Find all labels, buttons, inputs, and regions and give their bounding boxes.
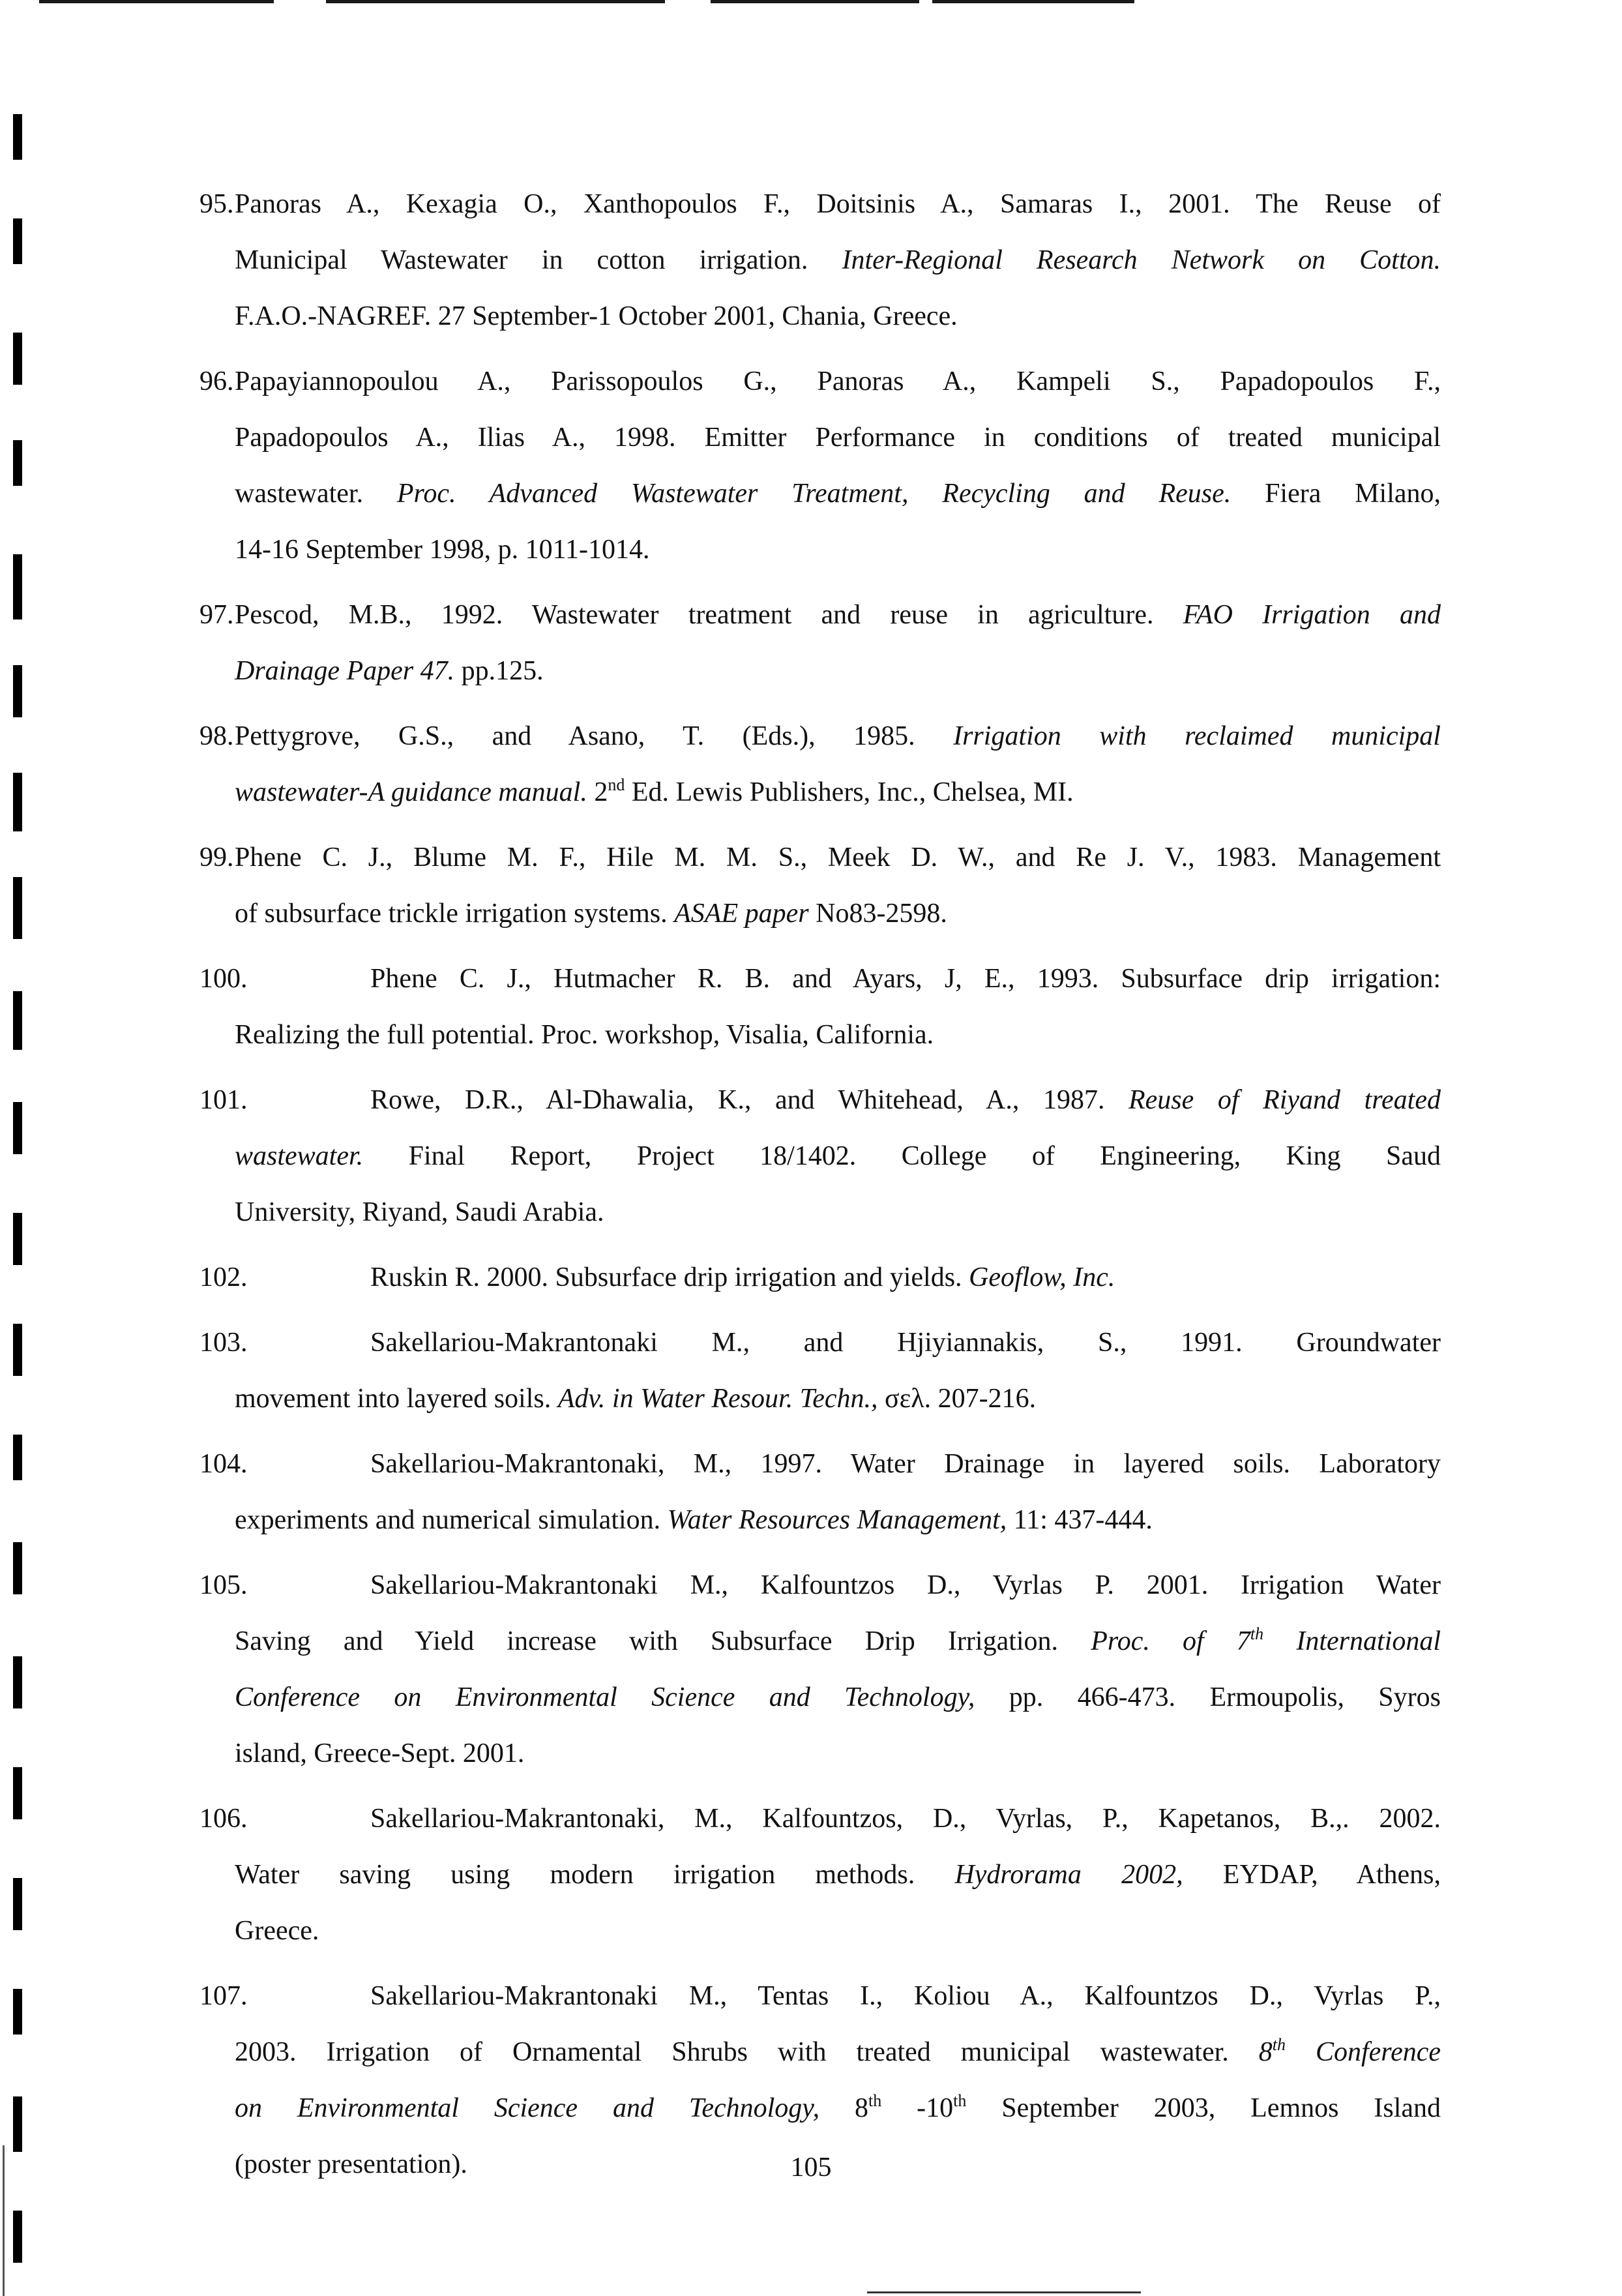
reference-text: Saving and Yield increase with Subsurface Drip Irrigation.	[235, 1626, 1091, 1656]
reference-number: 107.	[199, 1981, 248, 2011]
reference-text: wastewater.	[235, 479, 397, 509]
reference-text: Sakellariou-Makrantonaki, M., 1997. Water Drainage in layered soils. Laboratory	[370, 1449, 1441, 1479]
reference-line	[235, 1436, 1441, 1492]
reference-text: of subsurface trickle irrigation systems.	[235, 899, 675, 929]
reference-entry	[199, 829, 1441, 942]
reference-text: Sakellariou-Makrantonaki M., Tentas I., Koliou A., Kalfountzos D., Vyrlas P.,	[370, 1981, 1441, 2011]
reference-number: 99.	[199, 842, 234, 872]
entry-gap	[235, 820, 1441, 829]
reference-line	[235, 2080, 1441, 2136]
italic-text: th	[1272, 2035, 1286, 2054]
reference-text: 11: 437-444.	[1007, 1505, 1153, 1535]
reference-entry	[199, 1072, 1441, 1240]
reference-line	[235, 1128, 1441, 1184]
reference-line	[235, 886, 1441, 942]
reference-entry	[199, 176, 1441, 344]
reference-number: 103.	[199, 1328, 248, 1358]
reference-number: 102.	[199, 1262, 248, 1292]
reference-text: island, Greece-Sept. 2001.	[235, 1738, 525, 1768]
reference-line	[235, 353, 1441, 410]
reference-line	[235, 708, 1441, 764]
entry-gap	[235, 344, 1441, 353]
reference-line	[235, 643, 1441, 699]
italic-text: wastewater.	[235, 1141, 364, 1171]
reference-entry	[199, 951, 1441, 1063]
reference-line	[235, 1492, 1441, 1548]
italic-text: Water Resources Management,	[667, 1505, 1007, 1535]
reference-text: University, Riyand, Saudi Arabia.	[235, 1197, 604, 1227]
reference-text: Panoras A., Kexagia O., Xanthopoulos F., Doitsinis A., Samaras I., 2001. The Reuse of	[235, 189, 1441, 219]
italic-text: Conference	[1285, 2037, 1441, 2067]
reference-line	[235, 1903, 1441, 1959]
reference-entry	[199, 1791, 1441, 1959]
reference-text: Final Report, Project 18/1402. College of Engineering, King Saud	[363, 1141, 1441, 1171]
italic-text: International	[1263, 1626, 1441, 1656]
reference-line	[235, 2024, 1441, 2080]
italic-text: wastewater-A guidance manual.	[235, 777, 587, 807]
reference-line	[235, 466, 1441, 522]
scan-top-edge	[0, 0, 1622, 5]
reference-text: Rowe, D.R., Al-Dhawalia, K., and Whitehead, A., 1987.	[370, 1085, 1128, 1115]
reference-line	[235, 1315, 1441, 1371]
reference-text: September 2003, Lemnos Island	[966, 2093, 1441, 2123]
entry-gap	[235, 1782, 1441, 1791]
italic-text: Geoflow, Inc.	[969, 1262, 1115, 1292]
reference-text: Sakellariou-Makrantonaki M., Kalfountzos D., Vyrlas P. 2001. Irrigation Water	[370, 1570, 1441, 1600]
reference-line	[235, 232, 1441, 288]
reference-text: F.A.O.-NAGREF. 27 September-1 October 2001, Chania, Greece.	[235, 301, 958, 331]
reference-number: 101.	[199, 1085, 248, 1115]
entry-gap	[235, 1305, 1441, 1315]
entry-gap	[235, 1959, 1441, 1968]
italic-text: Adv. in Water Resour. Techn.,	[557, 1384, 878, 1414]
page-number: 105	[790, 2153, 832, 2183]
italic-text: th	[1250, 1624, 1264, 1643]
italic-text: Proc. of 7	[1091, 1626, 1250, 1656]
reference-entry	[199, 708, 1441, 820]
reference-line	[235, 522, 1441, 578]
reference-line	[235, 410, 1441, 466]
reference-text: Ruskin R. 2000. Subsurface drip irrigation and yields.	[370, 1262, 969, 1292]
entry-gap	[235, 578, 1441, 587]
italic-text: Conference on Environmental Science and Technology,	[235, 1682, 975, 1712]
reference-number: 105.	[199, 1570, 248, 1600]
reference-text: Sakellariou-Makrantonaki, M., Kalfountzos, D., Vyrlas, P., Kapetanos, B.,. 2002.	[370, 1804, 1441, 1834]
reference-text: 2	[587, 777, 608, 807]
entry-gap	[235, 1427, 1441, 1436]
entry-gap	[235, 2192, 1441, 2201]
reference-line	[235, 829, 1441, 886]
italic-text: 8	[1258, 2037, 1273, 2067]
reference-text: Water saving using modern irrigation methods.	[235, 1860, 955, 1890]
reference-text: Municipal Wastewater in cotton irrigation.	[235, 245, 842, 275]
italic-text: Proc. Advanced Wastewater Treatment, Recycling and Reuse.	[396, 479, 1231, 509]
reference-text: Fiera Milano,	[1231, 479, 1441, 509]
reference-entry	[199, 587, 1441, 699]
italic-text: Drainage Paper 47.	[235, 656, 455, 686]
reference-text: Pescod, M.B., 1992. Wastewater treatment and reuse in agriculture.	[235, 600, 1183, 630]
superscript-text: nd	[608, 775, 625, 794]
reference-line	[235, 1007, 1441, 1063]
reference-text: No83-2598.	[808, 899, 947, 929]
reference-line	[235, 951, 1441, 1007]
italic-text: FAO Irrigation and	[1183, 600, 1441, 630]
reference-text: 8	[819, 2093, 869, 2123]
reference-text: Papadopoulos A., Ilias A., 1998. Emitter Performance in conditions of treated municipal	[235, 423, 1441, 453]
reference-text: EYDAP, Athens,	[1183, 1860, 1441, 1890]
reference-line	[235, 1725, 1441, 1782]
reference-text: Papayiannopoulou A., Parissopoulos G., Panoras A., Kampeli S., Papadopoulos F.,	[235, 366, 1441, 396]
superscript-text: th	[953, 2091, 967, 2110]
reference-text: Pettygrove, G.S., and Asano, T. (Eds.), 1985.	[235, 721, 954, 751]
reference-line	[235, 176, 1441, 232]
reference-line	[235, 1072, 1441, 1128]
reference-text: 2003. Irrigation of Ornamental Shrubs with treated municipal wastewater.	[235, 2037, 1259, 2067]
reference-text: pp. 466-473. Ermoupolis, Syros	[975, 1682, 1441, 1712]
reference-line	[235, 1184, 1441, 1240]
reference-line	[235, 288, 1441, 344]
reference-number: 95.	[199, 189, 234, 219]
reference-entry	[199, 1249, 1441, 1305]
reference-text: Sakellariou-Makrantonaki M., and Hjiyiannakis, S., 1991. Groundwater	[370, 1328, 1441, 1358]
italic-text: on Environmental Science and Technology,	[235, 2093, 820, 2123]
reference-list	[199, 176, 1441, 2201]
reference-entry	[199, 1557, 1441, 1782]
italic-text: Hydrorama 2002,	[954, 1860, 1183, 1890]
reference-number: 97.	[199, 600, 234, 630]
reference-entry	[199, 1315, 1441, 1427]
entry-gap	[235, 942, 1441, 951]
scan-bottom-edge	[867, 2291, 1141, 2293]
reference-text: Phene C. J., Hutmacher R. B. and Ayars, J, E., 1993. Subsurface drip irrigation:	[370, 964, 1441, 994]
reference-text: Realizing the full potential. Proc. workshop, Visalia, California.	[235, 1020, 934, 1050]
reference-text: Greece.	[235, 1916, 319, 1946]
reference-line	[235, 1557, 1441, 1613]
italic-text: Inter-Regional Research Network on Cotton.	[842, 245, 1441, 275]
reference-number: 106.	[199, 1804, 248, 1834]
reference-text: pp.125.	[454, 656, 544, 686]
superscript-text: th	[868, 2091, 882, 2110]
reference-text: 14-16 September 1998, p. 1011-1014.	[235, 535, 650, 565]
reference-text: movement into layered soils.	[235, 1384, 558, 1414]
reference-number: 104.	[199, 1449, 248, 1479]
reference-text: -10	[881, 2093, 954, 2123]
entry-gap	[235, 1240, 1441, 1249]
entry-gap	[235, 1063, 1441, 1072]
reference-line	[235, 1791, 1441, 1847]
italic-text: Irrigation with reclaimed municipal	[953, 721, 1441, 751]
reference-line	[235, 1669, 1441, 1725]
reference-line	[235, 764, 1441, 820]
reference-number: 100.	[199, 964, 248, 994]
reference-line	[235, 1613, 1441, 1669]
reference-text: σελ. 207-216.	[877, 1384, 1037, 1414]
italic-text: Reuse of Riyand treated	[1128, 1085, 1441, 1115]
reference-text: experiments and numerical simulation.	[235, 1505, 668, 1535]
scan-left-margin-marks	[0, 0, 39, 2296]
entry-gap	[235, 699, 1441, 708]
reference-line	[235, 1847, 1441, 1903]
reference-text: Ed. Lewis Publishers, Inc., Chelsea, MI.	[625, 777, 1074, 807]
reference-line	[235, 587, 1441, 643]
italic-text: ASAE paper	[674, 899, 809, 929]
reference-text: (poster presentation).	[235, 2149, 467, 2179]
reference-text: Phene C. J., Blume M. F., Hile M. M. S., Meek D. W., and Re J. V., 1983. Management	[235, 842, 1441, 872]
reference-line	[235, 1968, 1441, 2024]
reference-entry	[199, 353, 1441, 578]
reference-number: 98.	[199, 721, 234, 751]
reference-entry	[199, 1436, 1441, 1548]
reference-line	[235, 1371, 1441, 1427]
reference-line	[235, 1249, 1441, 1305]
entry-gap	[235, 1548, 1441, 1557]
reference-number: 96.	[199, 366, 234, 396]
